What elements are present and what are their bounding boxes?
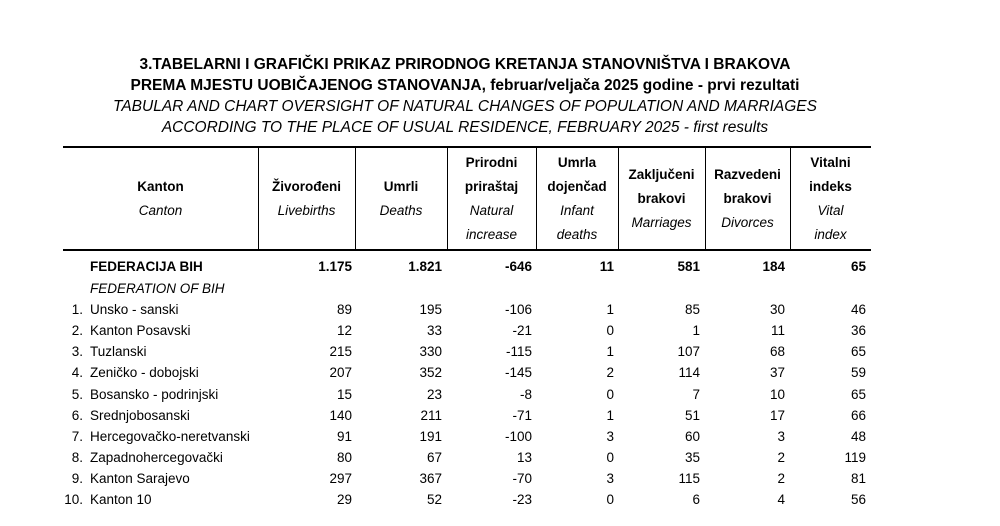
table-cell: -23 [512,492,532,507]
table-cell: -646 [504,259,532,274]
canton-name: Unsko - sanski [90,302,179,317]
table-cell: 6 [692,492,700,507]
column-header-english: Deaths [379,202,423,218]
table-cell: 195 [419,302,442,317]
table-cell: 65 [850,344,866,359]
table-cell: -106 [504,302,532,317]
table-cell: 56 [850,492,866,507]
table-cell: 1 [692,323,700,338]
table-cell: 2 [606,365,614,380]
row-number: 4. [71,365,83,380]
table-cell: 207 [329,365,352,380]
canton-name: Tuzlanski [90,344,147,359]
table-cell: 67 [426,450,442,465]
table-cell: 1 [606,408,614,423]
table-cell: 30 [769,302,785,317]
federation-row-english [0,278,1000,299]
table-cell: 68 [769,344,785,359]
canton-name: Kanton Sarajevo [90,471,190,486]
row-number: 6. [71,408,83,423]
column-header-english: Natural [469,202,514,218]
table-title [0,54,930,138]
table-cell: -71 [512,408,532,423]
table-cell: 33 [426,323,442,338]
table-cell: 66 [850,408,866,423]
table-cell: 37 [769,365,785,380]
column-header-local: indeks [809,178,852,194]
table-cell: 81 [850,471,866,486]
table-cell: 29 [336,492,352,507]
column-header-local: Umrli [383,178,419,194]
column-header [63,148,258,249]
table-cell: 10 [769,387,785,402]
canton-name: Srednjobosanski [90,408,190,423]
table-cell: 367 [419,471,442,486]
column-header [705,148,790,249]
federation-name-english: FEDERATION OF BIH [90,281,225,296]
title-line-4: ACCORDING TO THE PLACE OF USUAL RESIDENCE, FEBRUARY 2025 - first results [161,119,769,136]
table-cell: 3 [606,471,614,486]
table-cell: 46 [850,302,866,317]
table-cell: 0 [606,450,614,465]
title-line-2: PREMA MJESTU UOBIČAJENOG STANOVANJA, februar/veljača 2025 godine - prvi rezultati [130,77,800,94]
table-cell: 3 [777,429,785,444]
table-cell: 107 [677,344,700,359]
table-cell: -145 [504,365,532,380]
column-header-local: Zaključeni [628,166,695,182]
column-header-local: brakovi [637,190,686,206]
column-header-local: Vitalni [810,154,851,170]
table-cell: 581 [677,259,700,274]
table-cell: 297 [329,471,352,486]
table-row [0,299,1000,320]
table-row [0,489,1000,510]
canton-name: Kanton 10 [90,492,152,507]
column-header-local: Umrla [557,154,597,170]
table-cell: 89 [336,302,352,317]
table-cell: 2 [777,450,785,465]
table-cell: 1 [606,344,614,359]
column-header-english: Vital [817,202,844,218]
table-cell: 4 [777,492,785,507]
column-header [618,148,705,249]
row-number: 1. [71,302,83,317]
table-cell: 48 [850,429,866,444]
column-header-english: index [814,226,847,242]
table-cell: 85 [684,302,700,317]
table-cell: 2 [777,471,785,486]
row-number: 7. [71,429,83,444]
federation-name: FEDERACIJA BIH [90,259,203,274]
table-row [0,426,1000,447]
column-header [355,148,447,249]
row-number: 10. [64,492,83,507]
table-cell: 1 [606,302,614,317]
table-cell: 211 [420,408,442,423]
table-row [0,384,1000,405]
table-cell: 115 [678,471,700,486]
table-cell: 11 [770,323,785,338]
table-cell: 114 [678,365,700,380]
table-row [0,362,1000,383]
table-cell: 12 [336,323,352,338]
column-header-local: Živorođeni [271,178,341,194]
table-cell: 17 [769,408,785,423]
column-header-local: Razvedeni [714,166,781,182]
table-cell: 80 [336,450,352,465]
table-cell: 184 [762,259,785,274]
canton-name: Bosansko - podrinjski [90,387,219,402]
column-header [536,148,618,249]
column-header-english: increase [465,226,518,242]
table-cell: -8 [519,387,532,402]
table-cell: -115 [505,344,532,359]
table-cell: -70 [512,471,532,486]
table-cell: 3 [606,429,614,444]
table-cell: 51 [684,408,700,423]
table-cell: 0 [606,387,614,402]
column-header-english: Canton [138,202,183,218]
table-cell: 60 [684,429,700,444]
table-cell: -100 [504,429,532,444]
row-number: 9. [71,471,83,486]
column-header-local: priraštaj [464,178,519,194]
column-header-english: deaths [556,226,598,242]
title-line-3: TABULAR AND CHART OVERSIGHT OF NATURAL CHANGES OF POPULATION AND MARRIAGES [113,98,817,115]
column-header-english: Marriages [631,214,692,230]
column-header-english: Livebirths [277,202,336,218]
canton-name: Hercegovačko-neretvanski [90,429,250,444]
table-cell: 352 [419,365,442,380]
column-header [258,148,355,249]
table-cell: 91 [336,429,352,444]
table-cell: 13 [516,450,532,465]
table-cell: 119 [844,450,866,465]
table-cell: 65 [850,387,866,402]
table-cell: 11 [599,259,614,274]
table-cell: 1.175 [318,259,352,274]
column-header-local: Kanton [137,178,184,194]
table-cell: -21 [512,323,532,338]
table-cell: 65 [850,259,866,274]
table-row [0,447,1000,468]
table-row [0,405,1000,426]
row-number: 2. [71,323,83,338]
table-cell: 52 [426,492,442,507]
table-cell: 59 [850,365,866,380]
table-row [0,341,1000,362]
table-cell: 0 [606,492,614,507]
table-row [0,468,1000,489]
table-cell: 140 [329,408,352,423]
table-cell: 7 [692,387,700,402]
table-cell: 215 [329,344,352,359]
federation-row [0,256,1000,277]
canton-name: Kanton Posavski [90,323,191,338]
row-number: 8. [71,450,83,465]
table-cell: 15 [336,387,352,402]
table-cell: 23 [426,387,442,402]
column-header-local: brakovi [723,190,772,206]
table-cell: 330 [419,344,442,359]
table-cell: 0 [606,323,614,338]
table-cell: 36 [850,323,866,338]
table-cell: 1.821 [408,259,442,274]
table-row [0,320,1000,341]
row-number: 3. [71,344,83,359]
table-cell: 35 [684,450,700,465]
title-line-1: 3.TABELARNI I GRAFIČKI PRIKAZ PRIRODNOG KRETANJA STANOVNIŠTVA I BRAKOVA [139,56,791,73]
column-header-english: Infant [560,202,594,218]
column-header-local: dojenčad [547,178,607,194]
table-cell: 191 [419,429,442,444]
canton-name: Zeničko - dobojski [90,365,199,380]
column-header [790,148,871,249]
row-number: 5. [71,387,83,402]
column-header-english: Divorces [721,214,774,230]
header-bottom-rule [63,249,871,251]
column-header [447,148,536,249]
canton-name: Zapadnohercegovački [90,450,223,465]
column-header-local: Prirodni [465,154,518,170]
